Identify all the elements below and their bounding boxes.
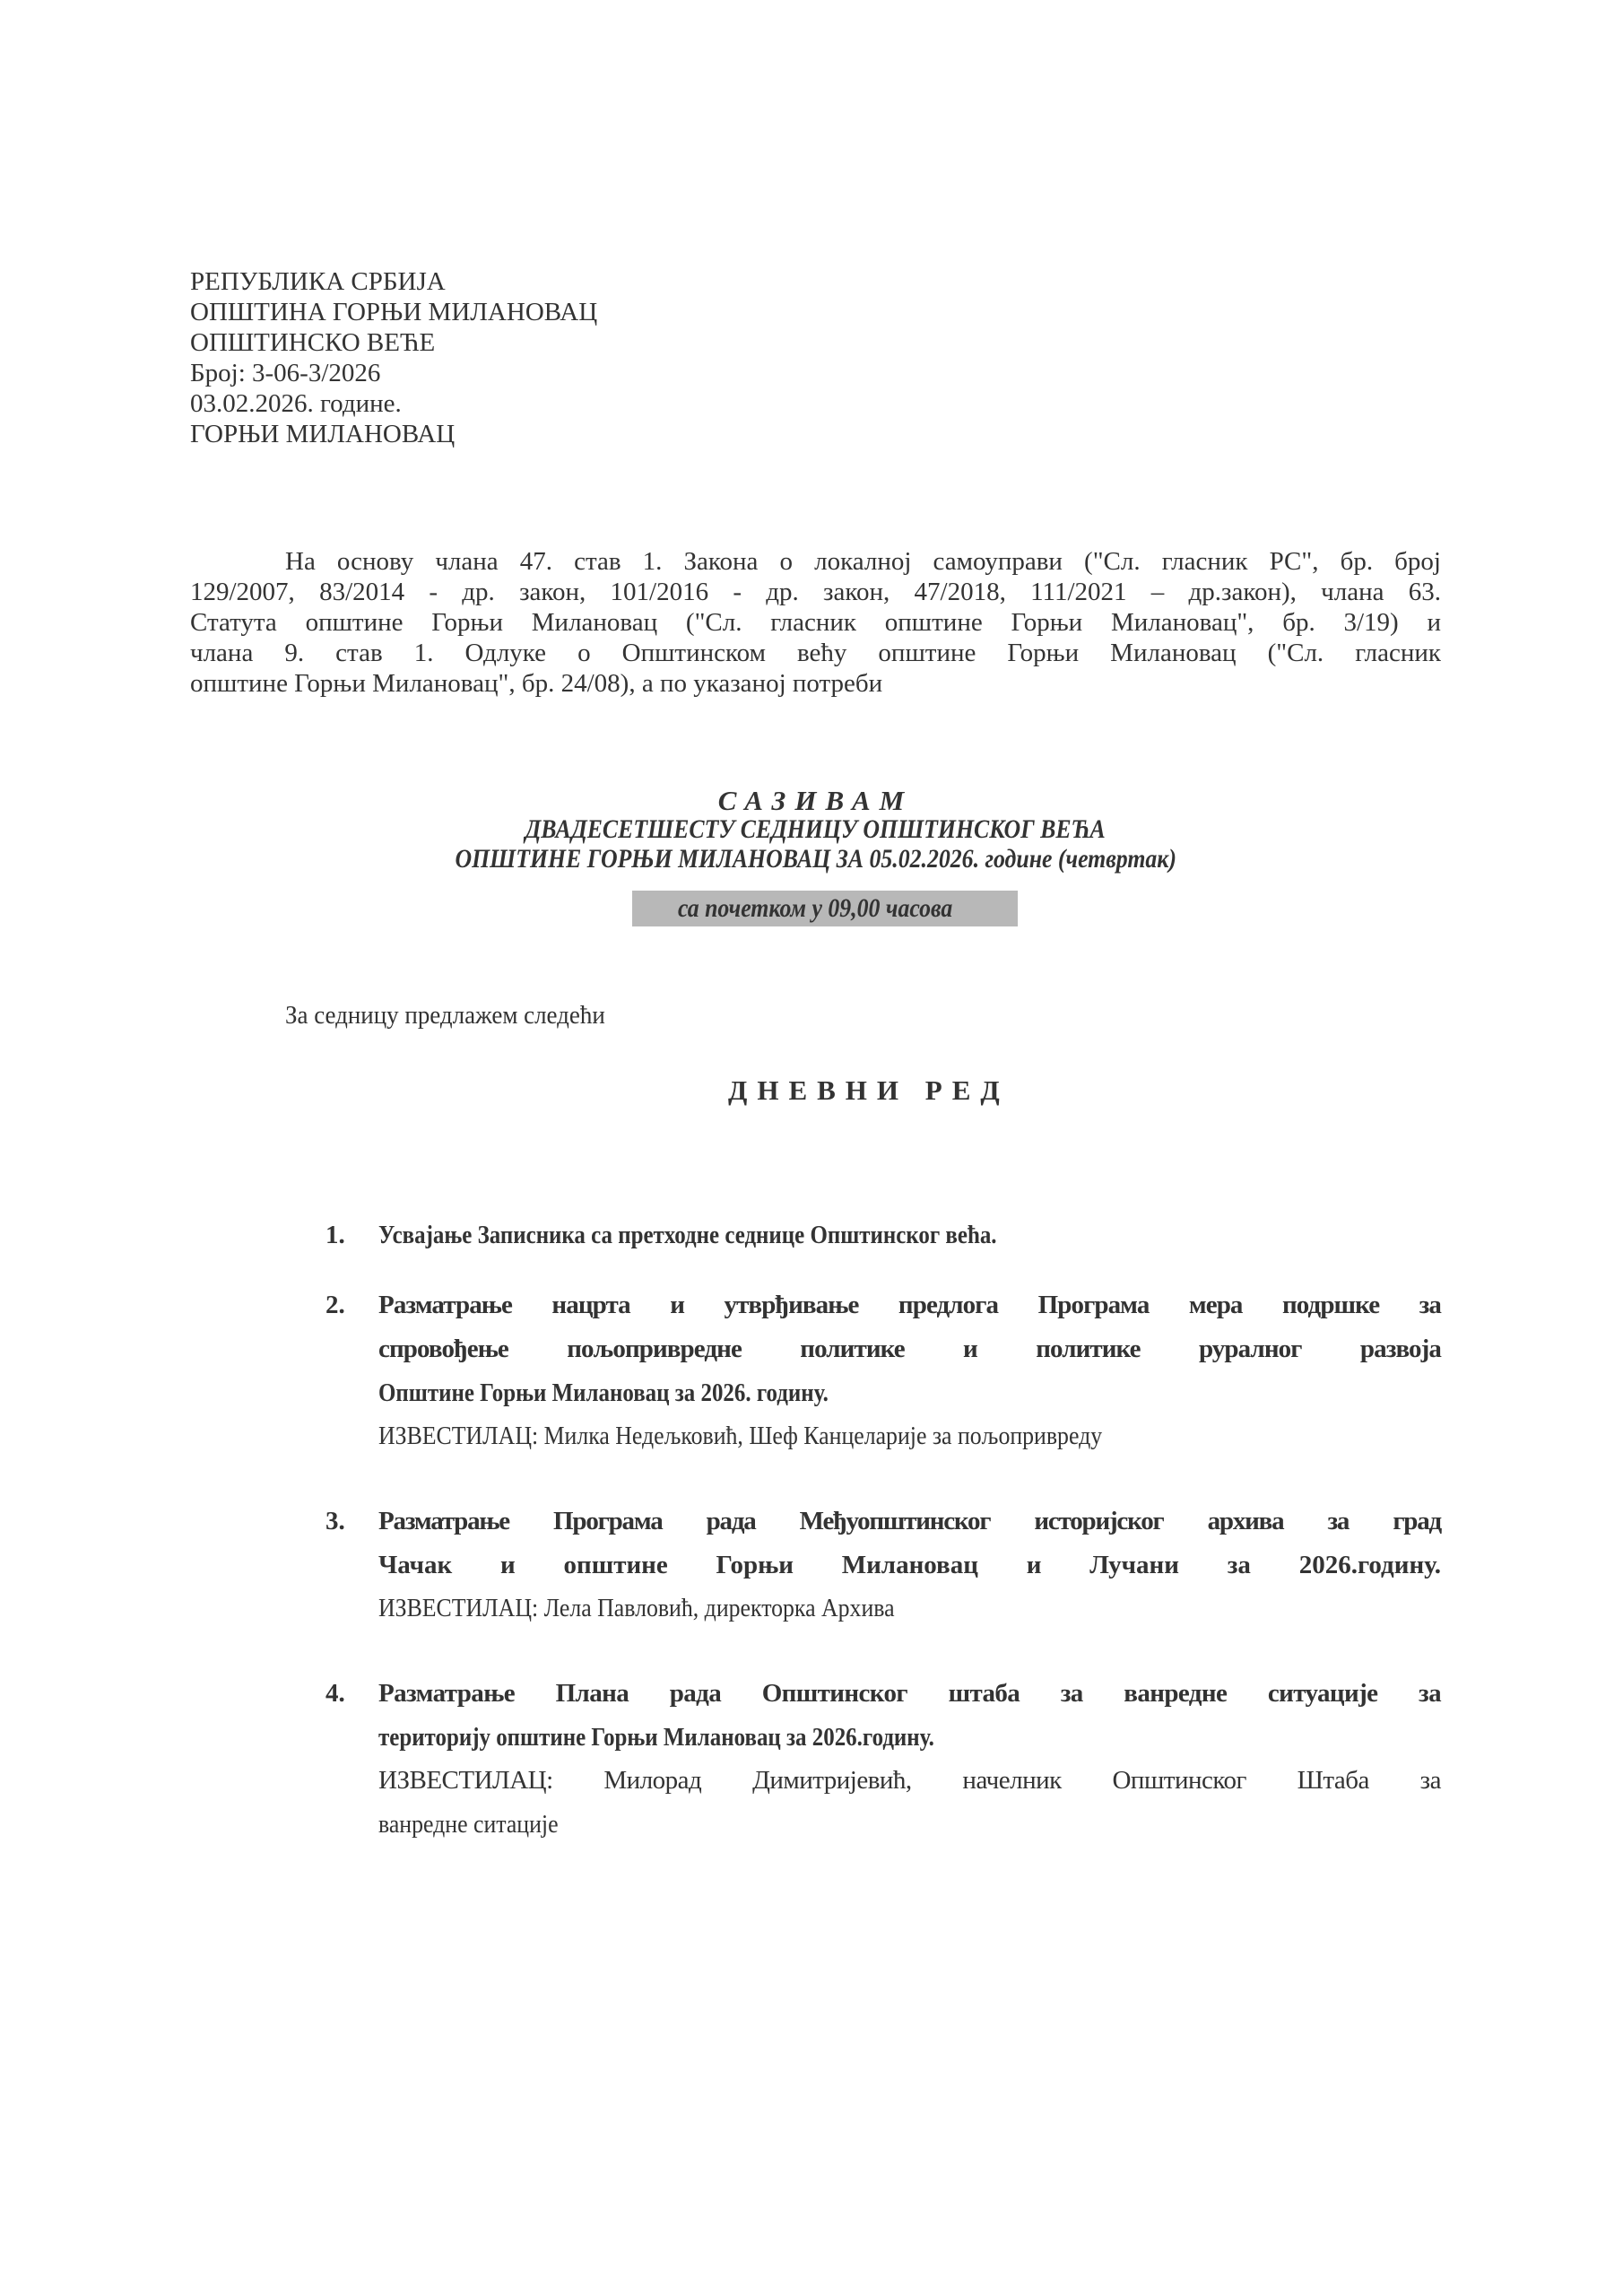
- agenda-item-title-text: територију општине Горњи Милановац за 2026.годину.: [378, 1723, 934, 1752]
- header-date: 03.02.2026. године.: [190, 389, 402, 418]
- agenda-item-title-line: Разматрање Плана рада Општинског штаба за ванредне ситуације за: [378, 1679, 1441, 1708]
- intro-line: члана 9. став 1. Одлуке о Општинском већу општине Горњи Милановац ("Сл. гласник: [190, 639, 1441, 667]
- convocation-date-text: ОПШТИНЕ ГОРЊИ МИЛАНОВАЦ ЗА 05.02.2026. године (четвртак): [455, 844, 1176, 874]
- agenda-item-reporter-text: ванредне ситације: [378, 1810, 559, 1839]
- agenda-item-number: 2.: [325, 1291, 345, 1319]
- agenda-item-title-line: Разматрање Програма рада Међуопштинског историјског архива за град: [378, 1507, 1441, 1535]
- intro-line: Статута општине Горњи Милановац ("Сл. гласник општине Горњи Милановац", бр. 3/19) и: [190, 608, 1441, 637]
- agenda-item-number: 3.: [325, 1507, 345, 1535]
- convocation-date-line: [190, 846, 1441, 873]
- agenda-item-title-line: спровођење пољопривредне политике и политике руралног развоја: [378, 1335, 1441, 1363]
- intro-line: 129/2007, 83/2014 - др. закон, 101/2016 - др. закон, 47/2018, 111/2021 – др.закон), члана 63.: [190, 578, 1441, 606]
- header-council: ОПШТИНСКО ВЕЋЕ: [190, 328, 436, 357]
- agenda-item-reporter: [378, 1423, 1441, 1449]
- agenda-item-title-line: [378, 1380, 1441, 1406]
- propose-text: За седницу предлажем следећи: [285, 1001, 605, 1030]
- agenda-item-reporter: [378, 1812, 1441, 1838]
- agenda-title: ДНЕВНИ РЕД: [728, 1074, 1010, 1106]
- agenda-item-title-line: Разматрање нацрта и утврђивање предлога Програма мера подршке за: [378, 1291, 1441, 1319]
- intro-line: општине Горњи Милановац", бр. 24/08), а по указаној потреби: [190, 669, 883, 698]
- intro-line: На основу члана 47. став 1. Закона о локалној самоуправи ("Сл. гласник РС", бр. број: [285, 547, 1441, 576]
- agenda-item-reporter-text: ИЗВЕСТИЛАЦ: Лела Павловић, директорка Архива: [378, 1594, 895, 1622]
- agenda-item-title-line: [378, 1725, 1441, 1751]
- header-country: РЕПУБЛИКА СРБИЈА: [190, 267, 446, 296]
- agenda-item-title-text: Усвајање Записника са претходне седнице Општинског већа.: [378, 1221, 997, 1249]
- convocation-start-time-line: [190, 895, 1441, 922]
- header-municipality: ОПШТИНА ГОРЊИ МИЛАНОВАЦ: [190, 298, 598, 326]
- agenda-item-title-line: Чачак и општине Горњи Милановац и Лучани за 2026.годину.: [378, 1551, 1441, 1579]
- convocation-verb: САЗИВАМ: [717, 785, 914, 816]
- header-city: ГОРЊИ МИЛАНОВАЦ: [190, 420, 456, 448]
- agenda-item-reporter: [378, 1596, 1441, 1622]
- convocation-start-time: са почетком у 09,00 часова: [678, 893, 953, 923]
- agenda-item-reporter-text: ИЗВЕСТИЛАЦ: Милка Недељковић, Шеф Канцеларије за пољопривреду: [378, 1422, 1103, 1450]
- agenda-item-title-line: [378, 1222, 1441, 1248]
- agenda-item-title-text: Општине Горњи Милановац за 2026. годину.: [378, 1378, 829, 1407]
- convocation-session-text: ДВАДЕСЕТШЕСТУ СЕДНИЦУ ОПШТИНСКОГ ВЕЋА: [525, 814, 1107, 844]
- agenda-item-reporter: ИЗВЕСТИЛАЦ: Милорад Димитријевић, начелник Општинског Штаба за: [378, 1766, 1441, 1795]
- agenda-item-number: 1.: [325, 1221, 345, 1249]
- agenda-item-number: 4.: [325, 1679, 345, 1708]
- header-document-number: Број: 3-06-3/2026: [190, 359, 381, 387]
- convocation-session-line: [190, 816, 1441, 843]
